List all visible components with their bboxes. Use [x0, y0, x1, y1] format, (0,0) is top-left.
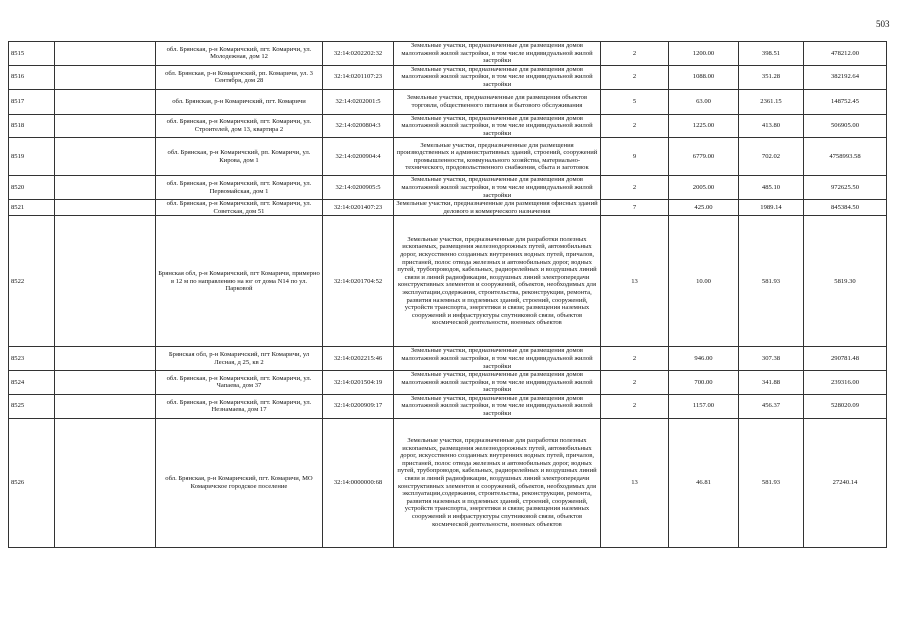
table-row	[9, 216, 887, 347]
cadastral-number-cell: 32:14:0000000:68	[323, 418, 394, 547]
specific-value-cell: 307.38	[739, 347, 804, 371]
address-cell: обл. Брянская, р-н Комаричский, пгт. Комаричи, ул. Молодежная, дом 12	[156, 42, 323, 66]
specific-value-cell: 351.28	[739, 65, 804, 89]
empty-cell	[55, 176, 156, 200]
cadastral-number-cell: 32:14:0200909:17	[323, 394, 394, 418]
row-number: 8523	[9, 347, 55, 371]
area-cell: 63.00	[669, 89, 739, 114]
group-cell: 2	[601, 347, 669, 371]
row-number: 8520	[9, 176, 55, 200]
page-number: 503	[876, 19, 890, 29]
empty-cell	[55, 42, 156, 66]
cadastral-value-cell: 239316.00	[804, 371, 887, 395]
land-use-cell: Земельные участки, предназначенные для размещения домов малоэтажной жилой застройки, в том числе индивидуальной жилой застройки	[394, 394, 601, 418]
cadastral-value-cell: 148752.45	[804, 89, 887, 114]
area-cell: 6779.00	[669, 138, 739, 176]
area-cell: 1088.00	[669, 65, 739, 89]
address-cell: обл. Брянская, р-н Комаричский, пгт. Комаричи	[156, 89, 323, 114]
land-use-cell: Земельные участки, предназначенные для размещения домов малоэтажной жилой застройки, в том числе индивидуальной жилой застройки	[394, 65, 601, 89]
specific-value-cell: 485.10	[739, 176, 804, 200]
area-cell: 2005.00	[669, 176, 739, 200]
specific-value-cell: 413.80	[739, 114, 804, 138]
address-cell: обл. Брянская, р-н Комаричский, пгт. Комаричи, ул. Чапаева, дом 37	[156, 371, 323, 395]
group-cell: 13	[601, 418, 669, 547]
specific-value-cell: 341.88	[739, 371, 804, 395]
row-number: 8517	[9, 89, 55, 114]
land-use-cell: Земельные участки, предназначенные для разработки полезных ископаемых, размещения железнодорожных путей, автомобильных дорог, искусственно созданных внутренних водных путей, причалов, пристаней, полос отвода железных и автомобильных дорог, водных путей, трубопроводов, кабельных, радиорелейных и воздушных линий связи и линий радиофикации, воздушных линий электропередачи конструктивных элементов и сооружений, объектов, необходимых для эксплуатации,содержания, строительства, реконструкции, ремонта, развития наземных и подземных зданий, строений, сооружений, устройств транспорта, энергетики и связи; размещения наземных сооружений и инфраструктуры спутниковой связи, объектов космической деятельности, военных объектов	[394, 216, 601, 347]
table-row	[9, 89, 887, 114]
land-use-cell: Земельные участки, предназначенные для размещения офисных зданий делового и коммерческого назначения	[394, 200, 601, 216]
group-cell: 2	[601, 371, 669, 395]
table-row	[9, 114, 887, 138]
empty-cell	[55, 418, 156, 547]
land-use-cell: Земельные участки, предназначенные для разработки полезных ископаемых, размещения железнодорожных путей, автомобильных дорог, искусственно созданных внутренних водных путей, причалов, пристаней, полос отвода железных и автомобильных дорог, водных путей, трубопроводов, кабельных, радиорелейных и воздушных линий связи и линий радиофикации, воздушных линий электропередачи конструктивных элементов и сооружений, объектов, необходимых для эксплуатации,содержания, строительства, реконструкции, ремонта, развития наземных и подземных зданий, строений, сооружений, устройств транспорта, энергетики и связи; размещения наземных сооружений и инфраструктуры спутниковой связи, объектов космической деятельности, военных объектов	[394, 418, 601, 547]
area-cell: 1225.00	[669, 114, 739, 138]
cadastral-value-cell: 528020.09	[804, 394, 887, 418]
group-cell: 2	[601, 42, 669, 66]
address-cell: Брянская обл, р-н Комаричский, пгт Комаричи, примерно в 12 м по направлению на юг от дома N14 по ул. Парковой	[156, 216, 323, 347]
land-use-cell: Земельные участки, предназначенные для размещения домов малоэтажной жилой застройки, в том числе индивидуальной жилой застройки	[394, 42, 601, 66]
group-cell: 13	[601, 216, 669, 347]
table-row	[9, 394, 887, 418]
land-use-cell: Земельные участки, предназначенные для размещения объектов торговли, общественного питания и бытового обслуживания	[394, 89, 601, 114]
specific-value-cell: 702.02	[739, 138, 804, 176]
specific-value-cell: 1989.14	[739, 200, 804, 216]
cadastral-value-cell: 382192.64	[804, 65, 887, 89]
empty-cell	[55, 114, 156, 138]
cadastral-value-cell: 5819.30	[804, 216, 887, 347]
empty-cell	[55, 200, 156, 216]
cadastral-number-cell: 32:14:0201704:52	[323, 216, 394, 347]
land-use-cell: Земельные участки, предназначенные для размещения домов малоэтажной жилой застройки, в том числе индивидуальной жилой застройки	[394, 114, 601, 138]
cadastral-value-cell: 4758993.58	[804, 138, 887, 176]
group-cell: 7	[601, 200, 669, 216]
cadastral-value-cell: 506905.00	[804, 114, 887, 138]
area-cell: 700.00	[669, 371, 739, 395]
cadastral-number-cell: 32:14:0200804:3	[323, 114, 394, 138]
address-cell: обл. Брянская, р-н Комаричский, пгт. Комаричи, ул. Первомайская, дом 1	[156, 176, 323, 200]
empty-cell	[55, 89, 156, 114]
row-number: 8522	[9, 216, 55, 347]
address-cell: обл. Брянская, р-н Комаричский, рп. Комаричи, ул. 3 Сентября, дом 28	[156, 65, 323, 89]
group-cell: 2	[601, 394, 669, 418]
area-cell: 946.00	[669, 347, 739, 371]
table-row	[9, 418, 887, 547]
cadastral-number-cell: 32:14:0201107:23	[323, 65, 394, 89]
row-number: 8516	[9, 65, 55, 89]
row-number: 8515	[9, 42, 55, 66]
area-cell: 425.00	[669, 200, 739, 216]
empty-cell	[55, 394, 156, 418]
cadastral-number-cell: 32:14:0200905:5	[323, 176, 394, 200]
land-registry-table	[8, 41, 887, 548]
empty-cell	[55, 371, 156, 395]
table-row	[9, 371, 887, 395]
specific-value-cell: 581.93	[739, 418, 804, 547]
table-row	[9, 65, 887, 89]
cadastral-number-cell: 32:14:0202001:5	[323, 89, 394, 114]
table-row	[9, 138, 887, 176]
empty-cell	[55, 216, 156, 347]
table-row	[9, 347, 887, 371]
row-number: 8525	[9, 394, 55, 418]
cadastral-value-cell: 478212.00	[804, 42, 887, 66]
address-cell: Брянская обл, р-н Комаричский, пгт Комаричи, ул Лесная, д 25, кв 2	[156, 347, 323, 371]
specific-value-cell: 2361.15	[739, 89, 804, 114]
area-cell: 10.00	[669, 216, 739, 347]
land-use-cell: Земельные участки, предназначенные для размещения производственных и административных зданий, строений, сооружений промышленности, коммунального хозяйства, материально-технического, продовольственного снабжения, сбыта и заготовок	[394, 138, 601, 176]
specific-value-cell: 456.37	[739, 394, 804, 418]
table-row	[9, 176, 887, 200]
address-cell: обл. Брянская, р-н Комаричский, рп. Комаричи, ул. Кирова, дом 1	[156, 138, 323, 176]
land-use-cell: Земельные участки, предназначенные для размещения домов малоэтажной жилой застройки, в том числе индивидуальной жилой застройки	[394, 347, 601, 371]
area-cell: 1157.00	[669, 394, 739, 418]
cadastral-value-cell: 27240.14	[804, 418, 887, 547]
cadastral-value-cell: 972625.50	[804, 176, 887, 200]
cadastral-number-cell: 32:14:0202202:32	[323, 42, 394, 66]
cadastral-number-cell: 32:14:0202215:46	[323, 347, 394, 371]
area-cell: 1200.00	[669, 42, 739, 66]
cadastral-value-cell: 290781.48	[804, 347, 887, 371]
row-number: 8526	[9, 418, 55, 547]
table-row	[9, 42, 887, 66]
land-use-cell: Земельные участки, предназначенные для размещения домов малоэтажной жилой застройки, в том числе индивидуальной жилой застройки	[394, 176, 601, 200]
cadastral-value-cell: 845384.50	[804, 200, 887, 216]
address-cell: обл. Брянская, р-н Комаричский, пгт. Комаричи, ул. Советская, дом 51	[156, 200, 323, 216]
cadastral-number-cell: 32:14:0200904:4	[323, 138, 394, 176]
specific-value-cell: 398.51	[739, 42, 804, 66]
group-cell: 9	[601, 138, 669, 176]
address-cell: обл. Брянская, р-н Комаричский, пгт. Комаричи, ул. Незнамаева, дом 17	[156, 394, 323, 418]
group-cell: 2	[601, 176, 669, 200]
group-cell: 2	[601, 65, 669, 89]
area-cell: 46.81	[669, 418, 739, 547]
address-cell: обл. Брянская, р-н Комаричский, пгт. Комаричи, МО Комаричское городское поселение	[156, 418, 323, 547]
group-cell: 5	[601, 89, 669, 114]
specific-value-cell: 581.93	[739, 216, 804, 347]
row-number: 8521	[9, 200, 55, 216]
land-use-cell: Земельные участки, предназначенные для размещения домов малоэтажной жилой застройки, в том числе индивидуальной жилой застройки	[394, 371, 601, 395]
empty-cell	[55, 347, 156, 371]
address-cell: обл. Брянская, р-н Комаричский, пгт. Комаричи, ул. Строителей, дом 13, квартира 2	[156, 114, 323, 138]
row-number: 8518	[9, 114, 55, 138]
empty-cell	[55, 138, 156, 176]
cadastral-number-cell: 32:14:0201407:23	[323, 200, 394, 216]
empty-cell	[55, 65, 156, 89]
group-cell: 2	[601, 114, 669, 138]
table-row	[9, 200, 887, 216]
row-number: 8519	[9, 138, 55, 176]
cadastral-number-cell: 32:14:0201504:19	[323, 371, 394, 395]
row-number: 8524	[9, 371, 55, 395]
